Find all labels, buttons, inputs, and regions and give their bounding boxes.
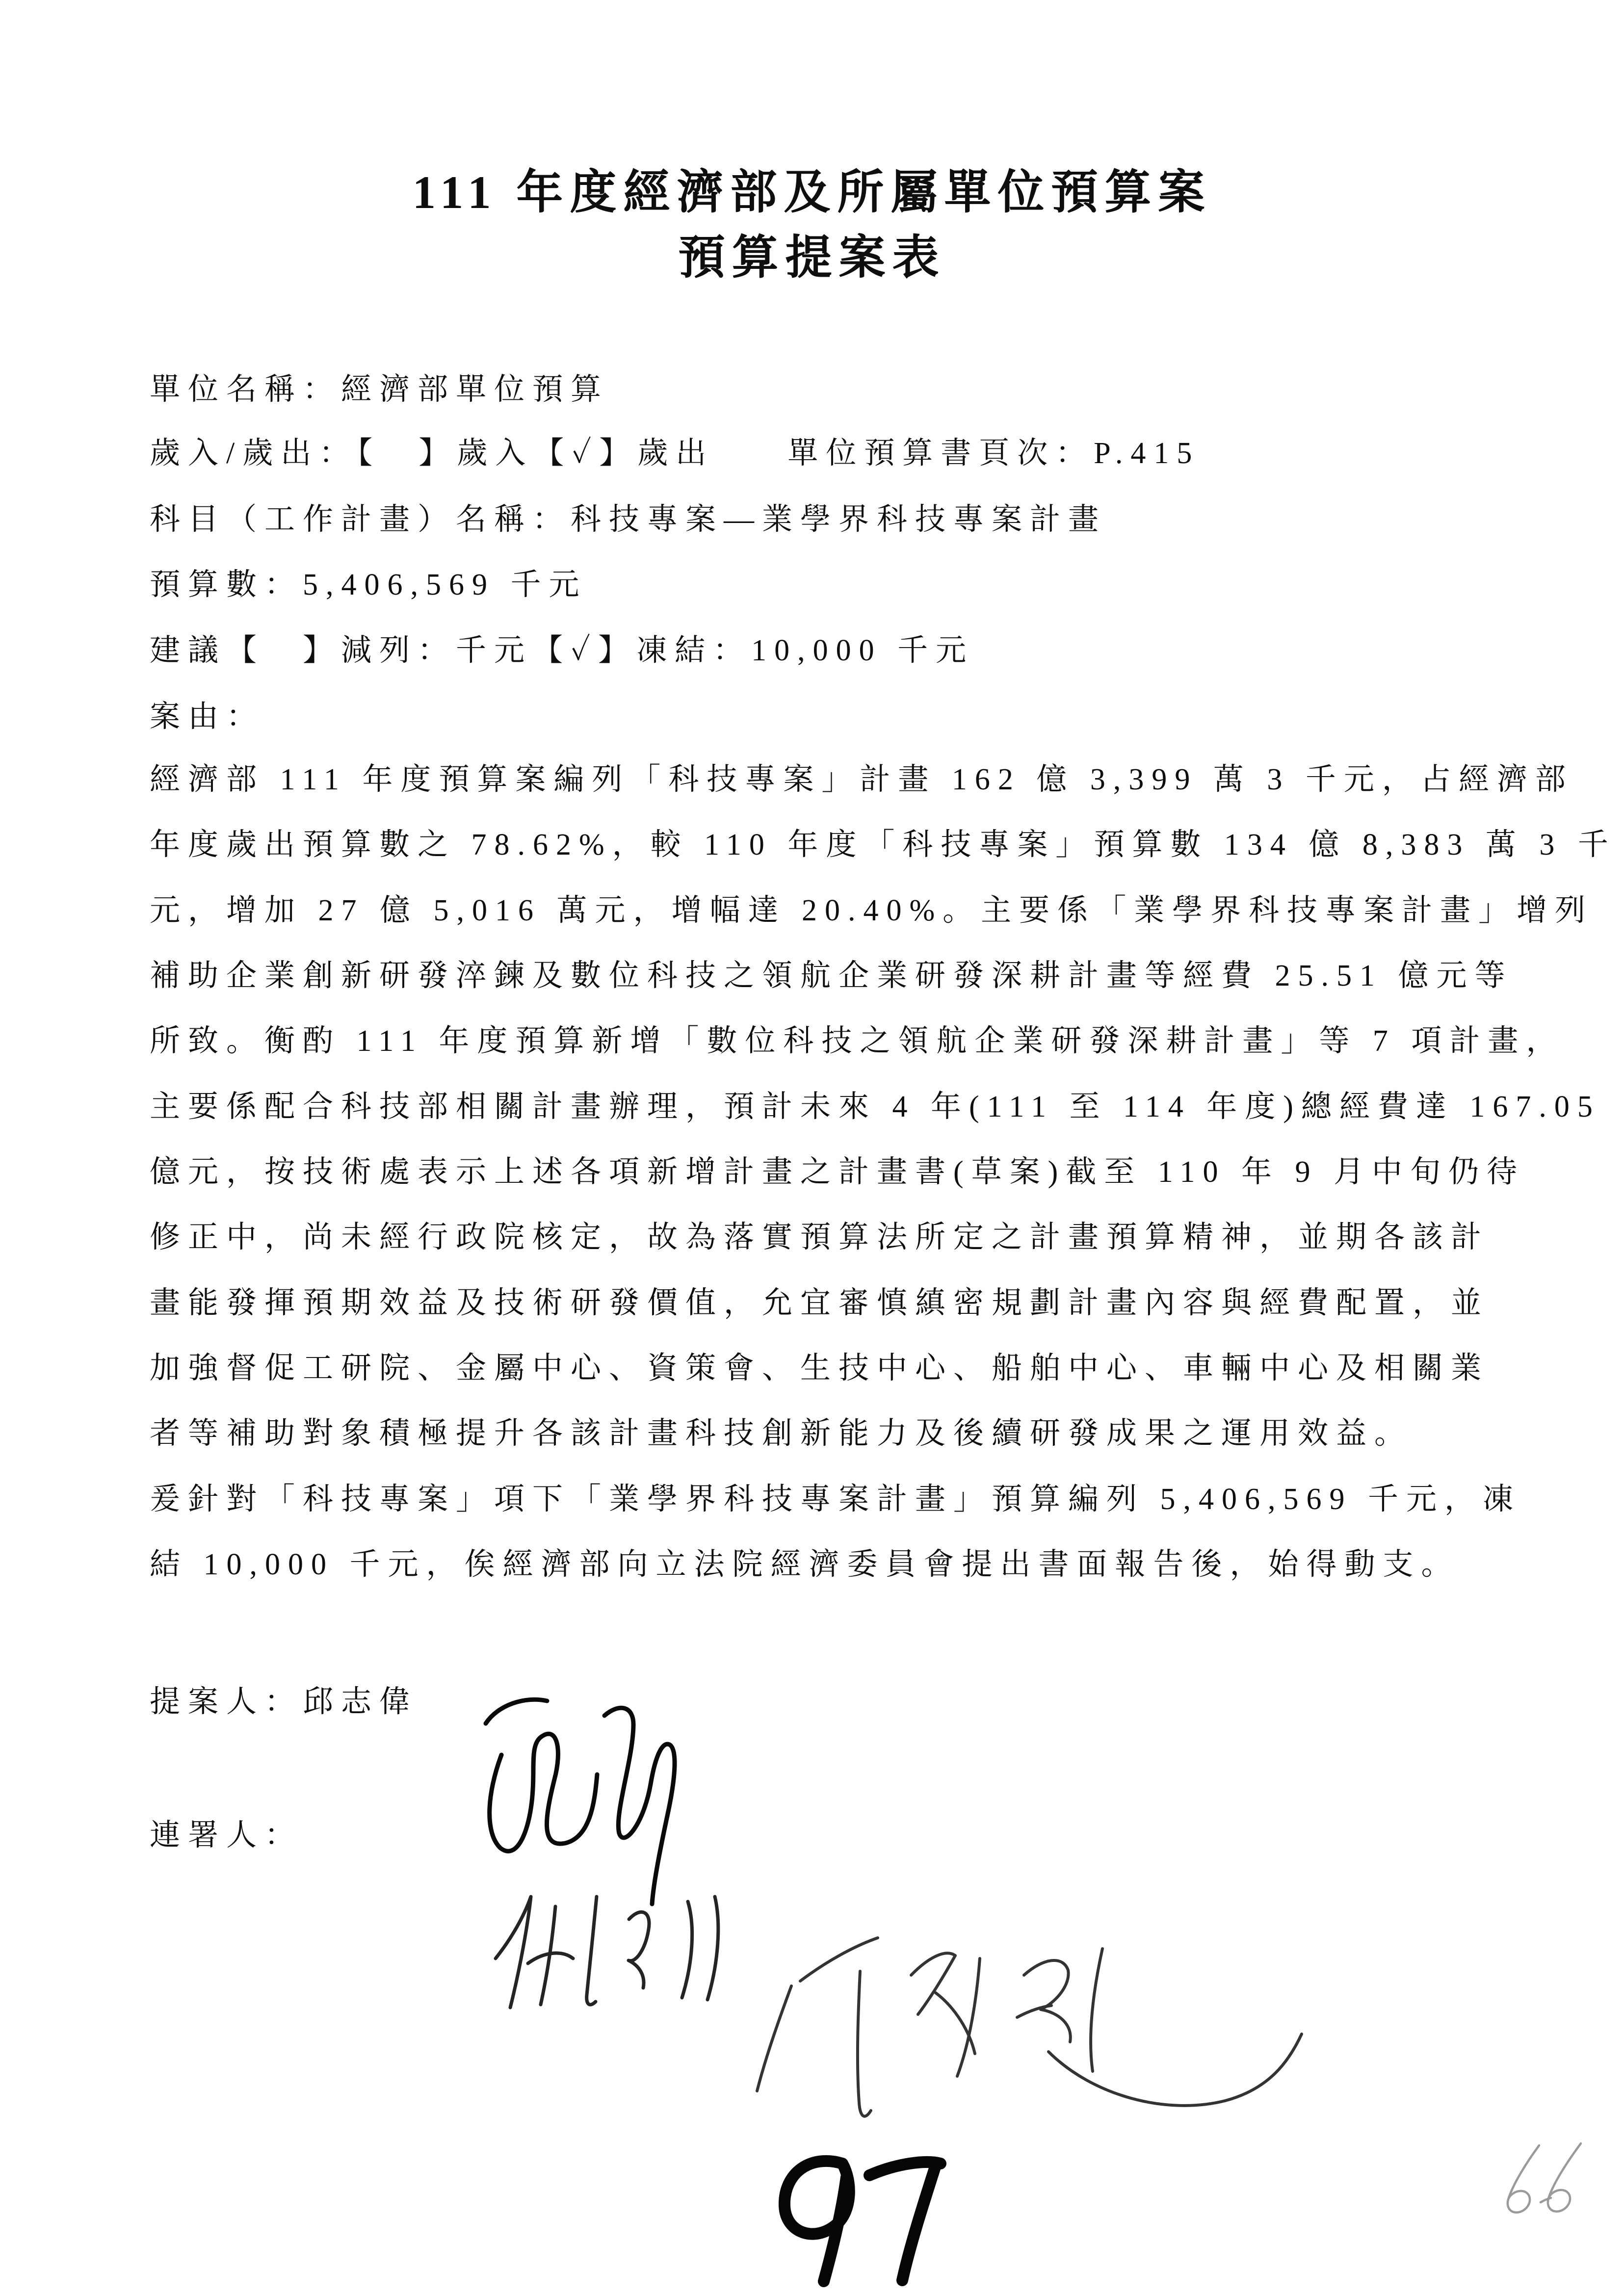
subject-row bbox=[150, 504, 1106, 535]
revenue-expenditure-row bbox=[150, 438, 1200, 469]
case-paragraph-line: 所致。衡酌 111 年度預算新增「數位科技之領航企業研發深耕計畫」等 7 項計畫， bbox=[150, 1024, 1565, 1058]
page-ref-label: 單位預算書頁次： bbox=[787, 437, 1094, 470]
budget-row bbox=[150, 570, 587, 600]
freeze-checkbox-checked: 【✓】 bbox=[532, 634, 637, 667]
freeze-label: 凍結： bbox=[636, 634, 752, 667]
page-ref-value: P.415 bbox=[1094, 437, 1200, 470]
suggestion-prefix: 建議 bbox=[150, 634, 227, 667]
revenue-checkbox-unchecked: 【 】 bbox=[357, 437, 457, 470]
cosigner-label: 連署人： bbox=[150, 1819, 303, 1852]
case-label: 案由： bbox=[150, 700, 265, 733]
cosigner-signature-2 bbox=[748, 1928, 1317, 2129]
freeze-value: 10,000 千元 bbox=[751, 634, 974, 667]
page-ref bbox=[787, 437, 1200, 470]
document-title-line1: 111 年度經濟部及所屬單位預算案 bbox=[412, 166, 1212, 218]
budget-value: 5,406,569 千元 bbox=[303, 568, 587, 601]
unit-name-label: 單位名稱： bbox=[150, 373, 341, 406]
proposer-name: 邱志偉 bbox=[303, 1685, 418, 1719]
reduce-label: 減列： bbox=[341, 634, 456, 667]
handwritten-page-number bbox=[768, 2149, 952, 2294]
case-paragraph-line: 經濟部 111 年度預算案編列「科技專案」計畫 162 億 3,399 萬 3 千元，占經濟部 bbox=[150, 763, 1573, 796]
budget-label: 預算數： bbox=[150, 568, 303, 601]
reduce-checkbox-unchecked: 【 】 bbox=[226, 634, 341, 667]
revenue-label: 歲入 bbox=[457, 437, 534, 470]
case-paragraph-line: 修正中，尚未經行政院核定，故為落實預算法所定之計畫預算精神，並期各該計 bbox=[150, 1221, 1490, 1254]
case-paragraph-line: 爰針對「科技專案」項下「業學界科技專案計畫」預算編列 5,406,569 千元，凍 bbox=[150, 1483, 1521, 1516]
handwritten-corner-number bbox=[1501, 2141, 1590, 2220]
case-paragraph-line: 加強督促工研院、金屬中心、資策會、生技中心、船舶中心、車輛中心及相關業 bbox=[150, 1352, 1490, 1385]
case-paragraph-line: 主要係配合科技部相關計畫辦理，預計未來 4 年(111 至 114 年度)總經費達 167.05 bbox=[150, 1090, 1600, 1123]
revenue-expenditure-label: 歲入/歲出： bbox=[150, 437, 358, 470]
expenditure-label: 歲出 bbox=[637, 437, 714, 470]
case-paragraph-line: 元，增加 27 億 5,016 萬元，增幅達 20.40%。主要係「業學界科技專案計畫」增列 bbox=[150, 894, 1594, 927]
case-paragraph-line: 畫能發揮預期效益及技術研發價值，允宜審慎縝密規劃計畫內容與經費配置，並 bbox=[150, 1286, 1490, 1320]
subject-label: 科目（工作計畫）名稱： bbox=[150, 503, 571, 536]
case-paragraph-line: 補助企業創新研發淬鍊及數位科技之領航企業研發深耕計畫等經費 25.51 億元等 bbox=[150, 959, 1513, 992]
reduce-unit: 千元 bbox=[456, 634, 533, 667]
case-paragraph-line: 者等補助對象積極提升各該計畫科技創新能力及後續研發成果之運用效益。 bbox=[150, 1417, 1413, 1450]
cosigner-signature-1 bbox=[481, 1889, 748, 2019]
subject-value: 科技專案—業學界科技專案計畫 bbox=[571, 503, 1107, 536]
proposer-row bbox=[150, 1687, 418, 1717]
case-paragraph-line: 結 10,000 千元，俟經濟部向立法院經濟委員會提出書面報告後，始得動支。 bbox=[150, 1548, 1460, 1581]
proposer-signature-handwriting bbox=[471, 1685, 697, 1911]
suggestion-row bbox=[150, 635, 974, 666]
case-paragraph-line: 年度歲出預算數之 78.62%，較 110 年度「科技專案」預算數 134 億 8,383 萬 3 千 bbox=[150, 828, 1616, 861]
unit-name-row bbox=[150, 374, 609, 405]
proposer-label: 提案人： bbox=[150, 1685, 303, 1719]
document-title-line2: 預算提案表 bbox=[678, 232, 946, 284]
unit-name-value: 經濟部單位預算 bbox=[341, 373, 609, 406]
expenditure-checkbox-checked: 【✓】 bbox=[533, 437, 638, 470]
case-paragraph-line: 億元，按技術處表示上述各項新增計畫之計畫書(草案)截至 110 年 9 月中旬仍待 bbox=[150, 1155, 1525, 1189]
